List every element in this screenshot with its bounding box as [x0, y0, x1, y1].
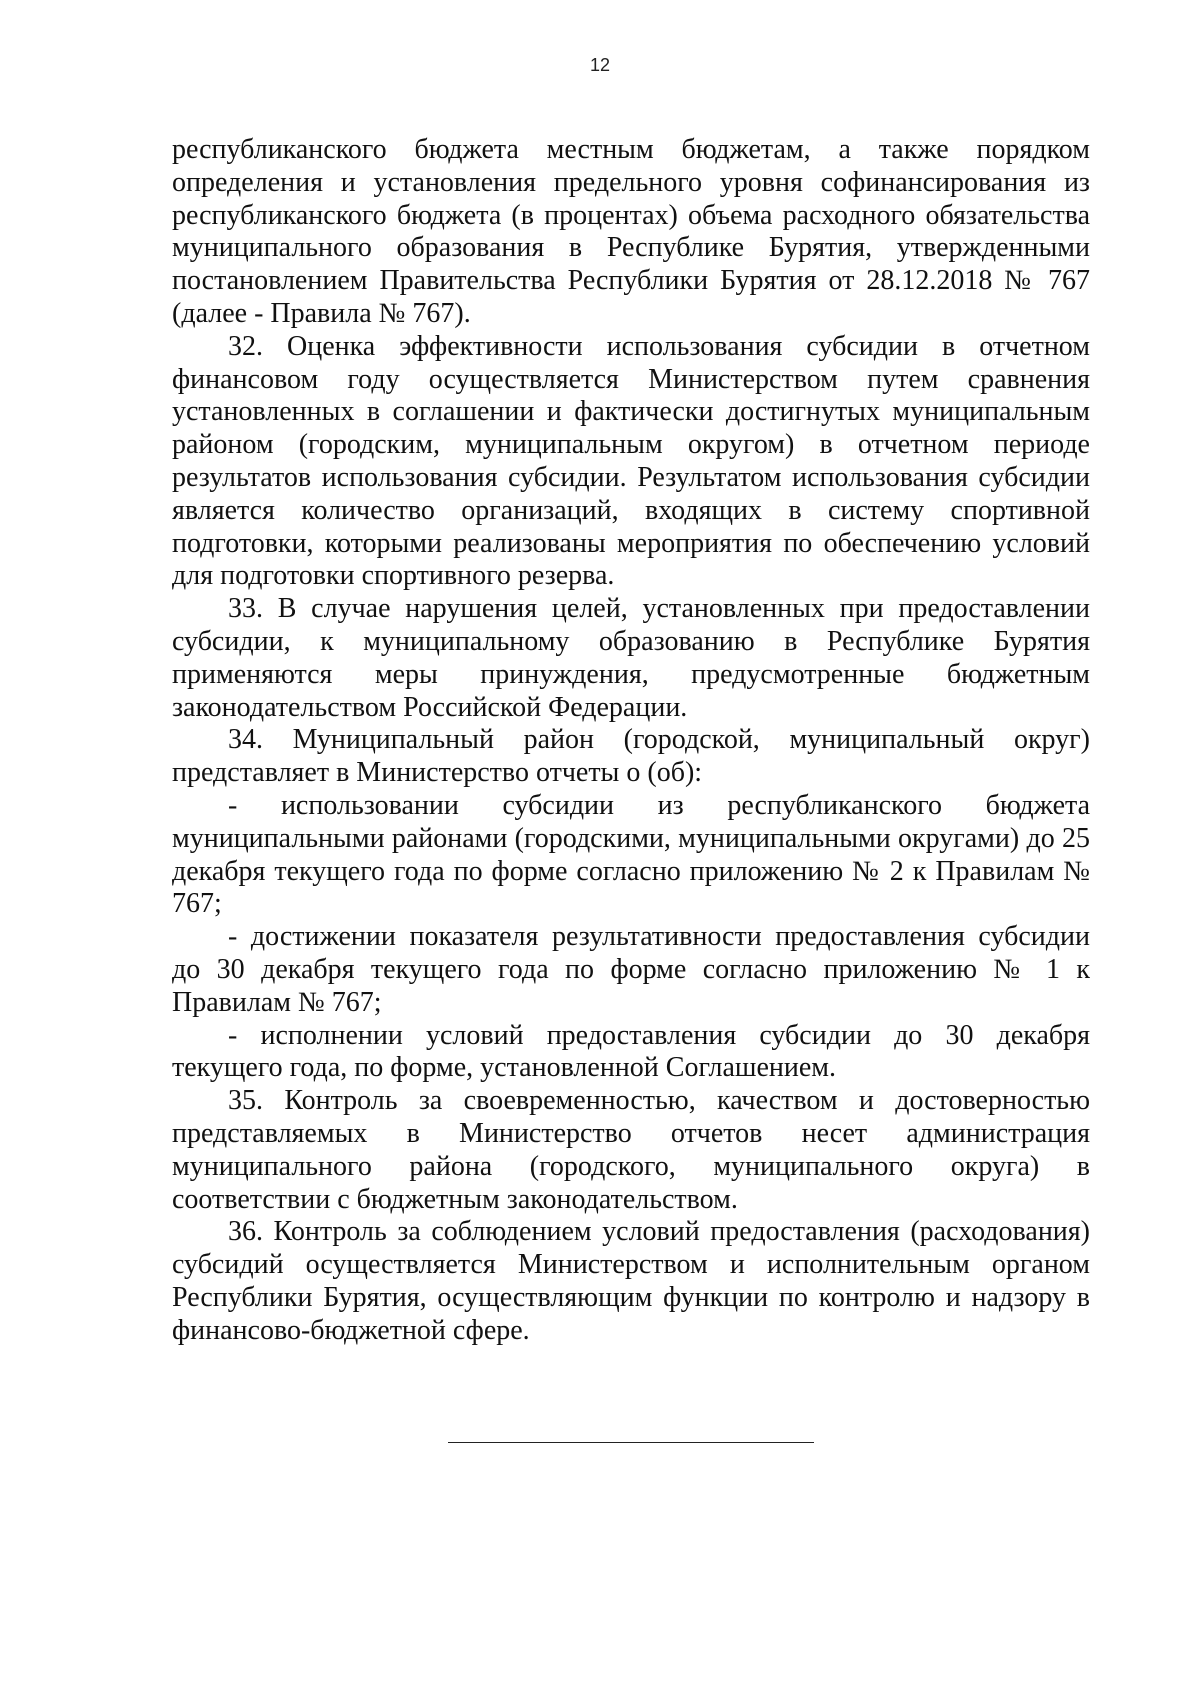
page-number: 12 [589, 55, 611, 75]
report-item-subsidy-use: - использовании субсидии из республиканского бюджета муниципальными районами (городскими, муниципальными округами) до 25 декабря текущего года по форме согласно приложению № 2 к Правилам № 767; [172, 789, 1090, 920]
paragraph-35: 35. Контроль за своевременностью, качеством и достоверностью представляемых в Министерство отчетов несет администрация муниципального района (городского, муниципального округа) в соответствии с бюджетным законодательством. [172, 1085, 1090, 1215]
paragraph-continuation: республиканского бюджета местным бюджетам, а также порядком определения и установления предельного уровня софинансирования из республиканского бюджета (в процентах) объема расходного обязательства муниципального образования в Республике Бурятия, утвержденными постановлением Правительства Республики Бурятия от 28.12.2018 № 767 (далее - Правила № 767). [172, 134, 1090, 329]
document-body [172, 134, 1090, 1347]
paragraph-33: 33. В случае нарушения целей, установленных при предоставлении субсидии, к муниципальному образованию в Республике Бурятия применяются меры принуждения, предусмотренные бюджетным законодательством Российской Федерации. [172, 593, 1090, 723]
paragraph-34: 34. Муниципальный район (городской, муниципальный округ) представляет в Министерство отчеты о (об): [172, 724, 1090, 789]
report-item-conditions-fulfillment: - исполнении условий предоставления субсидии до 30 декабря текущего года, по форме, установленной Соглашением. [172, 1019, 1090, 1084]
paragraph-32: 32. Оценка эффективности использования субсидии в отчетном финансовом году осуществляется Министерством путем сравнения установленных в соглашении и фактически достигнутых муниципальным районом (городским, муниципальным округом) в отчетном периоде результатов использования субсидии. Результатом использования субсидии является количество организаций, входящих в систему спортивной подготовки, которыми реализованы мероприятия по обеспечению условий для подготовки спортивного резерва. [172, 330, 1090, 592]
report-item-performance-indicator: - достижении показателя результативности предоставления субсидии до 30 декабря текущего года по форме согласно приложению № 1 к Правилам № 767; [172, 921, 1090, 1018]
paragraph-36: 36. Контроль за соблюдением условий предоставления (расходования) субсидий осуществляется Министерством и исполнительным органом Республики Бурятия, осуществляющим функции по контролю и надзору в финансово-бюджетной сфере. [172, 1216, 1090, 1346]
end-of-document-rule [448, 1442, 814, 1443]
